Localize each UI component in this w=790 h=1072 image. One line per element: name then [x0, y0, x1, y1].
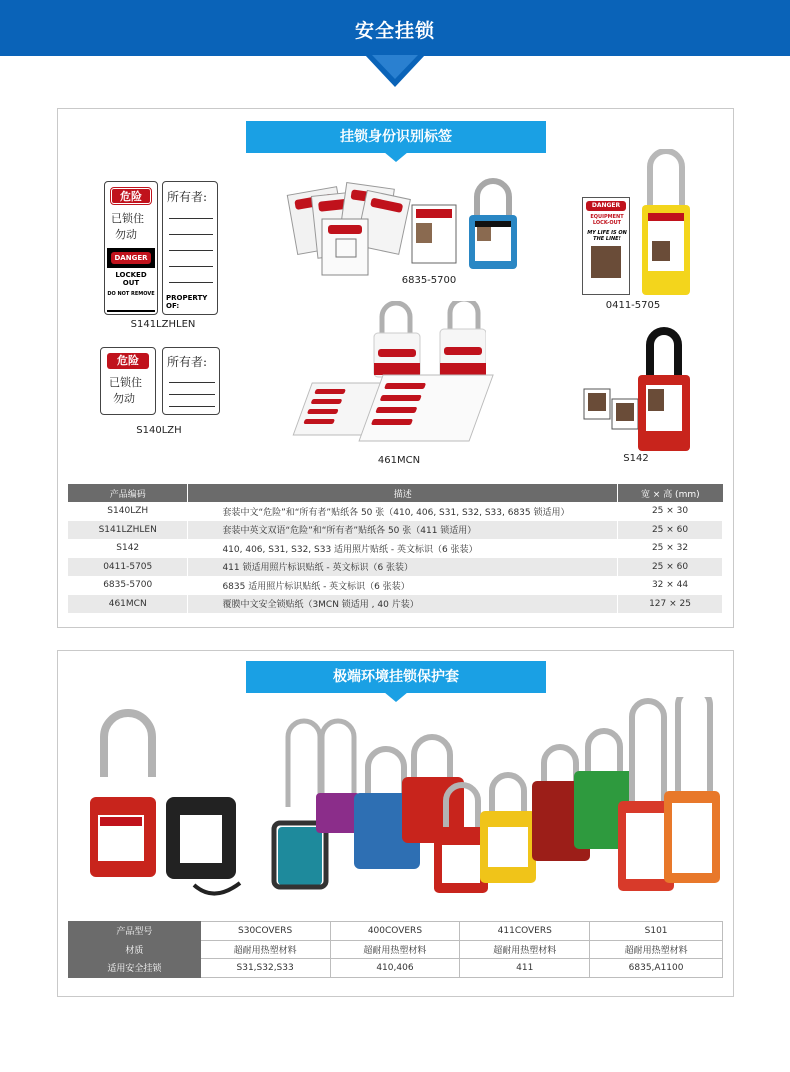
locked-out-line: LOCKED OUT [115, 271, 147, 287]
cell-size: 32 × 44 [618, 576, 723, 595]
danger-en-badge: DANGER [111, 252, 151, 264]
equipment-lockout-text: EQUIPMENT LOCK-OUT [590, 214, 624, 226]
label-spec-table [68, 484, 723, 613]
table-row [69, 959, 723, 978]
lock-covers-panel [57, 650, 734, 997]
page-title: 安全挂锁 [354, 20, 435, 42]
danger-cn-badge: 危险 [107, 353, 149, 369]
cell-size: 25 × 60 [618, 521, 723, 540]
cover-spec-table [68, 921, 723, 978]
section-title: 极端环境挂锁保护套 [333, 669, 459, 685]
cell-size: 25 × 32 [618, 539, 723, 558]
cell-desc: 410, 406, S31, S32, S33 适用照片贴纸 - 英文标识（6 张装） [188, 539, 618, 558]
cell-size: 25 × 30 [618, 502, 723, 521]
cell-compat: 410,406 [330, 959, 460, 978]
owner-cn-text: 所有者: [167, 190, 208, 204]
table-row [68, 502, 723, 521]
property-of-text: PROPERTY OF: [166, 294, 208, 310]
col-header-desc: 描述 [188, 484, 618, 502]
table-row [68, 595, 723, 614]
row-header-compat: 适用安全挂锁 [69, 959, 201, 978]
danger-en-badge: DANGER [586, 201, 626, 211]
danger-cn-badge: 危险 [111, 188, 151, 204]
cell-material: 超耐用热塑材料 [330, 940, 460, 959]
table-row [68, 521, 723, 540]
table-row [68, 576, 723, 595]
danger-en-block [107, 248, 155, 312]
caption-s140lzh: S140LZH [136, 425, 182, 436]
cell-material: 超耐用热塑材料 [460, 940, 590, 959]
locked-out-text [107, 268, 155, 310]
photo-labels-small [582, 383, 640, 449]
cell-desc: 6835 适用照片标识贴纸 - 英文标识（6 张装） [188, 576, 618, 595]
label-owner-tall [162, 181, 218, 315]
cell-code: 6835-5700 [68, 576, 188, 595]
cell-size: 25 × 60 [618, 558, 723, 577]
section-banner-labels [246, 121, 546, 153]
dont-move-cn-text: 勿动 [115, 228, 137, 241]
cell-code: S141LZHLEN [68, 521, 188, 540]
cell-compat: 411 [460, 959, 590, 978]
cell-code: S140LZH [68, 502, 188, 521]
locked-cn-text: 已锁住 [111, 212, 144, 225]
cell-desc: 411 锁适用照片标识贴纸 - 英文标识（6 张装） [188, 558, 618, 577]
col-header-size: 宽 × 高 (mm) [618, 484, 723, 502]
cell-desc: 套装中文“危险”和“所有者”贴纸各 50 张（410, 406, S31, S32, S33, 6835 锁适用） [188, 502, 618, 521]
yellow-padlock-icon [636, 149, 696, 299]
cell-compat: 6835,A1100 [590, 959, 723, 978]
id-labels-panel [57, 108, 734, 628]
cell-desc: 覆膜中文安全锁贴纸（3MCN 锁适用 , 40 片装） [188, 595, 618, 614]
cell-code: S142 [68, 539, 188, 558]
section-banner-covers [246, 661, 546, 693]
cell-model: 411COVERS [460, 922, 590, 941]
cell-code: 461MCN [68, 595, 188, 614]
section-title: 挂锁身份识别标签 [340, 129, 452, 145]
caption-s142: S142 [623, 453, 649, 464]
label-danger-tall [104, 181, 158, 315]
caption-6835-5700: 6835-5700 [401, 275, 457, 286]
my-life-text: MY LIFE IS ON THE LINE! [587, 230, 627, 242]
cell-material: 超耐用热塑材料 [590, 940, 723, 959]
lock-covers-illustration [84, 697, 724, 907]
cell-model: 400COVERS [330, 922, 460, 941]
write-line [169, 394, 215, 395]
cell-model: S101 [590, 922, 723, 941]
photo-placeholder [591, 246, 621, 278]
label-owner-short [162, 347, 220, 415]
blue-padlock-icon [463, 175, 523, 271]
cell-model: S30COVERS [200, 922, 330, 941]
dont-move-cn-text: 勿动 [113, 392, 135, 405]
banner-arrow [384, 152, 408, 162]
table-row [68, 558, 723, 577]
caption-0411-5705: 0411-5705 [605, 300, 661, 311]
table-row [69, 922, 723, 941]
row-header-model: 产品型号 [69, 922, 201, 941]
owner-cn-text: 所有者: [167, 355, 208, 369]
red-padlock-icon [634, 327, 694, 455]
write-line [169, 218, 213, 219]
photo-label-tall [582, 197, 630, 295]
label-sheets-461mcn [288, 367, 508, 451]
cell-desc: 套装中英文双语“危险”和“所有者”贴纸各 50 张（411 锁适用） [188, 521, 618, 540]
locked-cn-text: 已锁住 [109, 376, 142, 389]
caption-s141lzhlen: S141LZHLEN [130, 319, 196, 330]
cell-material: 超耐用热塑材料 [200, 940, 330, 959]
cell-size: 127 × 25 [618, 595, 723, 614]
write-line [169, 234, 213, 235]
write-line [169, 406, 215, 407]
col-header-code: 产品编码 [68, 484, 188, 502]
page-header [0, 0, 790, 56]
write-line [169, 382, 215, 383]
caption-461mcn: 461MCN [377, 455, 421, 466]
write-line [169, 250, 213, 251]
do-not-remove-line: DO NOT REMOVE [107, 291, 155, 297]
label-danger-short [100, 347, 156, 415]
cell-compat: S31,S32,S33 [200, 959, 330, 978]
write-line [169, 282, 213, 283]
table-header-row [68, 484, 723, 502]
table-row [68, 539, 723, 558]
header-notch-inner [372, 55, 418, 79]
cell-code: 0411-5705 [68, 558, 188, 577]
write-line [169, 266, 213, 267]
row-header-material: 材质 [69, 940, 201, 959]
table-row [69, 940, 723, 959]
